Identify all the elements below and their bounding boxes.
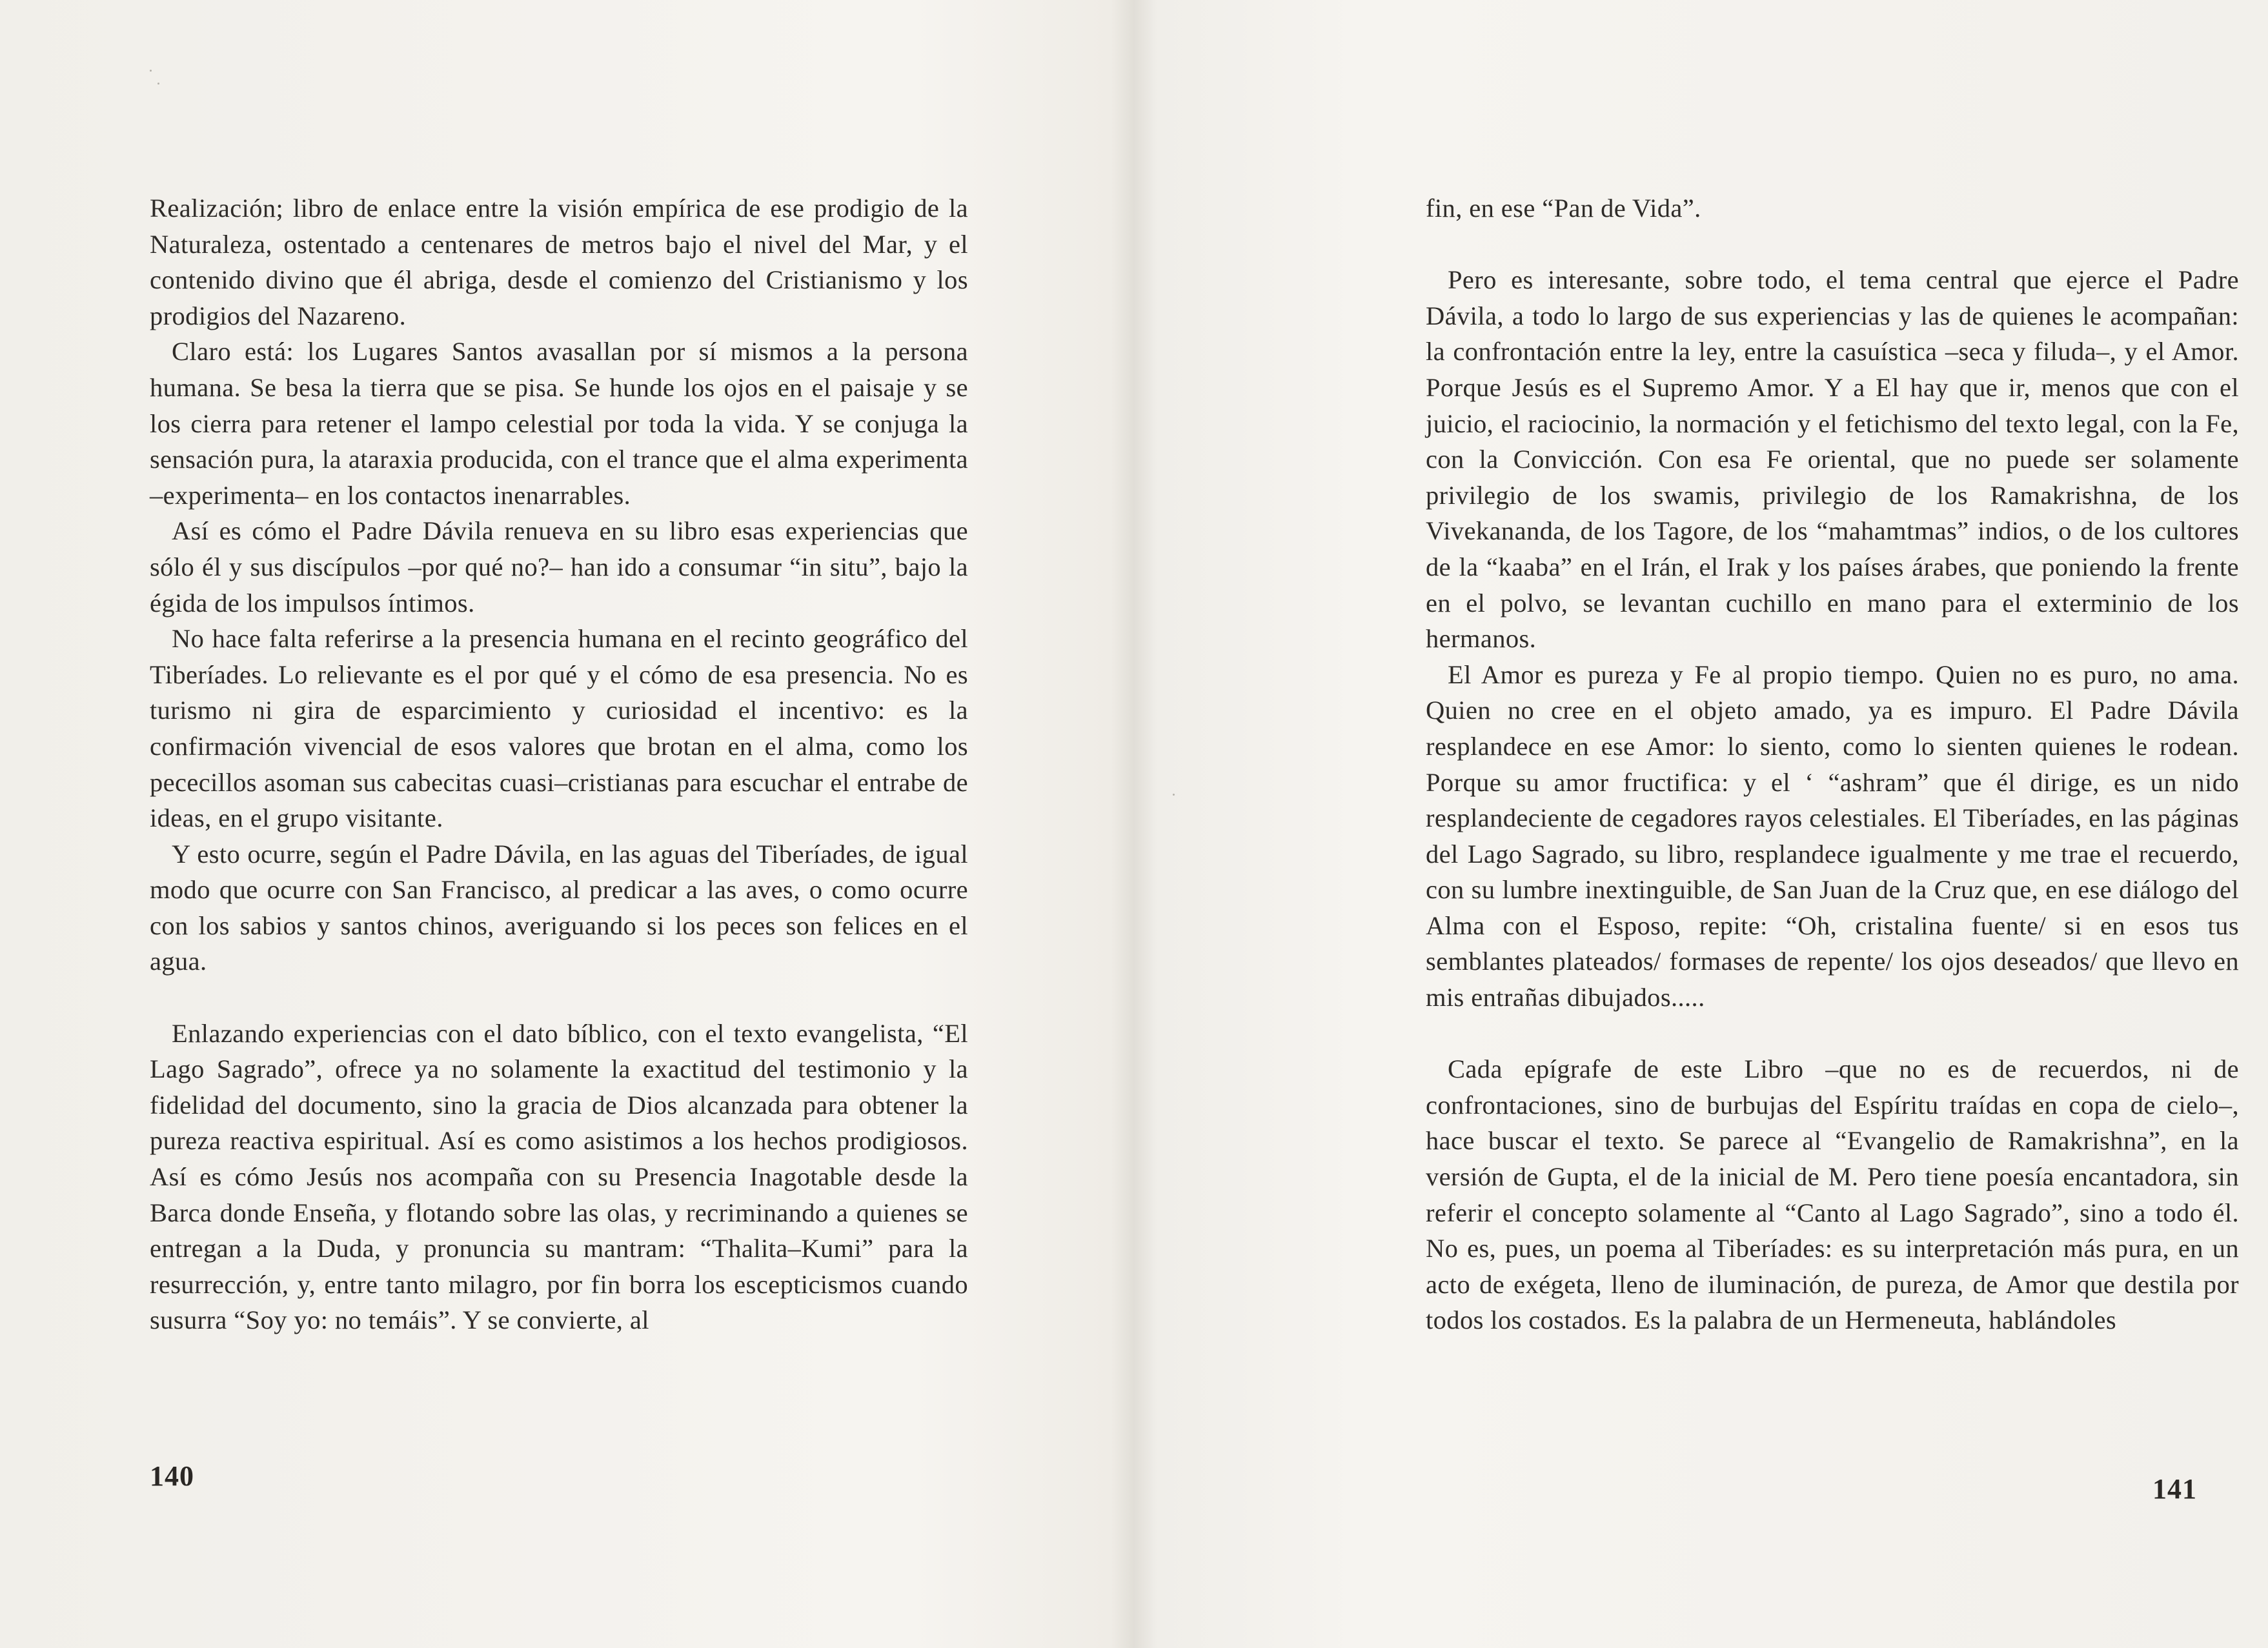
- left-paragraph-3: Así es cómo el Padre Dávila renueva en su libro esas experiencias que sólo él y sus discípulos –por qué no?– han ido a consumar “in situ”, bajo la égida de los impulsos íntimos.: [150, 516, 968, 618]
- left-page-text: [150, 190, 968, 1338]
- left-paragraph-4: No hace falta referirse a la presencia humana en el recinto geográfico del Tiberíades. Lo relievante es el por qué y el cómo de esa presencia. No es turismo ni gira de esparcimiento y curiosidad el incentivo: es la confirmación vivencial de esos valores que brotan en el alma, como los pececillos asoman sus cabecitas cuasi–cristianas para escuchar el entrabe de ideas, en el grupo visitante.: [150, 624, 968, 833]
- right-paragraph-1: fin, en ese “Pan de Vida”.: [1426, 194, 1701, 223]
- left-paragraph-1: Realización; libro de enlace entre la visión empírica de ese prodigio de la Naturaleza, ostentado a centenares de metros bajo el nivel del Mar, y el contenido divino que él abriga, desde el comienzo del Cristianismo y los prodigios del Nazareno.: [150, 194, 968, 330]
- paper-speck: [1173, 794, 1175, 796]
- right-paragraph-3: El Amor es pureza y Fe al propio tiempo. Quien no es puro, no ama. Quien no cree en el objeto amado, ya es impuro. El Padre Dávila resplandece en ese Amor: lo siento, como lo sienten quienes le rodean. Porque su amor fructifica: y el ‘ “ashram” que él dirige, es un nido resplandeciente de cegadores rayos celestiales. El Tiberíades, en las páginas del Lago Sagrado, su libro, resplandece igualmente y me trae el recuerdo, con su lumbre inextinguible, de San Juan de la Cruz que, en ese diálogo del Alma con el Esposo, repite: “Oh, cristalina fuente/ si en esos tus semblantes plateados/ formases de repente/ los ojos deseados/ que llevo en mis entrañas dibujados.....: [1426, 659, 2239, 1012]
- right-paragraph-4: Cada epígrafe de este Libro –que no es de recuerdos, ni de confrontaciones, sino de burbujas del Espíritu traídas en copa de cielo–, hace buscar el texto. Se parece al “Evangelio de Ramakrishna”, en la versión de Gupta, el de la inicial de M. Pero tiene poesía encantadora, sin referir el concepto solamente al “Canto al Lago Sagrado”, sino a todo él. No es, pues, un poema al Tiberíades: es su interpretación más pura, en un acto de exégeta, lleno de iluminación, de pureza, de Amor que destila por todos los costados. Es la palabra de un Hermeneuta, hablándoles: [1426, 1054, 2239, 1335]
- page-number-right: 141: [2152, 1473, 2197, 1505]
- paper-speck: [157, 83, 159, 85]
- left-paragraph-6: Enlazando experiencias con el dato bíblico, con el texto evangelista, “El Lago Sagrado”, ofrece ya no solamente la exactitud del testimonio y la fidelidad del documento, sino la gracia de Dios alcanzada para obtener la pureza reactiva espiritual. Así es como asistimos a los hechos prodigiosos. Así es cómo Jesús nos acompaña con su Presencia Inagotable desde la Barca donde Enseña, y flotando sobre las olas, y recriminando a quienes se entregan a la Duda, y pronuncia su mantram: “Thalita–Kumi” para la resurrección, y, entre tanto milagro, por fin borra los escepticismos cuando susurra “Soy yo: no temáis”. Y se convierte, al: [150, 1018, 968, 1335]
- left-paragraph-2: Claro está: los Lugares Santos avasallan por sí mismos a la persona humana. Se besa la tierra que se pisa. Se hunde los ojos en el paisaje y se los cierra para retener el lampo celestial por toda la vida. Y se conjuga la sensación pura, la ataraxia producida, con el trance que el alma experimenta –experimenta– en los contactos inenarrables.: [150, 337, 968, 510]
- right-page: [1134, 0, 2268, 1648]
- paper-speck: [150, 70, 152, 72]
- left-paragraph-5: Y esto ocurre, según el Padre Dávila, en las aguas del Tiberíades, de igual modo que ocurre con San Francisco, al predicar a las aves, o como ocurre con los sabios y santos chinos, averiguando si los peces son felices en el agua.: [150, 839, 968, 976]
- page-number-left: 140: [150, 1460, 194, 1492]
- right-paragraph-2: Pero es interesante, sobre todo, el tema central que ejerce el Padre Dávila, a todo lo largo de sus experiencias y las de quienes le acompañan: la confrontación entre la ley, entre la casuística –seca y filuda–, y el Amor. Porque Jesús es el Supremo Amor. Y a El hay que ir, menos que con el juicio, el raciocinio, la normación y el fetichismo del texto legal, con la Fe, con la Convicción. Con esa Fe oriental, que no puede ser solamente privilegio de los swamis, privilegio de los Ramakrishna, de los Vivekananda, de los Tagore, de los “mahamtmas” indios, o de los cultores de la “kaaba” en el Irán, el Irak y los países árabes, que poniendo la frente en el polvo, se levantan cuchillo en mano para el exterminio de los hermanos.: [1426, 265, 2239, 654]
- right-page-text: [1426, 190, 2239, 1338]
